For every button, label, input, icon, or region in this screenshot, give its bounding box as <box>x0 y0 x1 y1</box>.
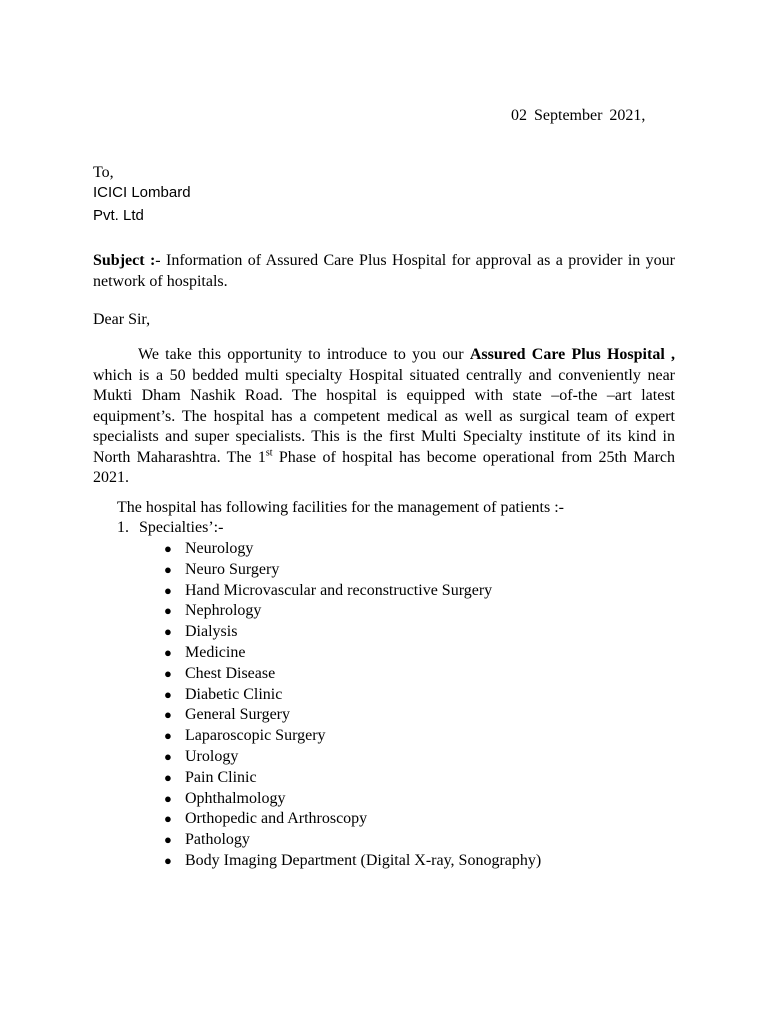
intro-text-2: which is a 50 bedded multi specialty Hospital situated centrally and conveniently near Mukti Dham Nashik Road. The hospital is equipped with state –of-the –art latest equipment’s. The hospital has a competent medical as well as surgical team of expert specialists and super specialists. This is the first Multi Specialty institute of its kind in North Maharashtra. The 1 <box>93 366 675 466</box>
list-item <box>0 747 541 768</box>
list-item <box>0 809 541 830</box>
specialty-name: Neurology <box>185 540 254 557</box>
specialty-name: Diabetic Clinic <box>185 685 283 703</box>
list-item <box>0 539 541 560</box>
specialty-name: Urology <box>185 747 239 765</box>
list-number: 1. <box>117 519 129 536</box>
recipient-company-type: Pvt. Ltd <box>93 207 144 224</box>
specialty-name: General Surgery <box>185 706 290 724</box>
list-item <box>0 581 541 602</box>
facilities-intro: The hospital has following facilities for the management of patients :- <box>117 499 564 516</box>
specialty-name: Nephrology <box>185 602 262 620</box>
list-item <box>0 643 541 664</box>
bullet-icon: ● <box>164 603 172 619</box>
subject-label: Subject : <box>93 252 156 269</box>
salutation: Dear Sir, <box>93 311 151 328</box>
list-item <box>0 705 541 726</box>
bullet-icon: ● <box>164 707 172 723</box>
specialty-name: Laparoscopic Surgery <box>185 727 326 745</box>
bullet-icon: ● <box>164 728 172 744</box>
list-item <box>0 622 541 643</box>
bullet-icon: ● <box>164 541 172 556</box>
list-item <box>0 560 541 581</box>
list-item <box>0 601 541 622</box>
specialties-heading <box>117 519 223 537</box>
specialty-name: Ophthalmology <box>185 789 286 807</box>
ordinal-suffix: st <box>265 447 273 459</box>
specialty-name: Medicine <box>185 643 246 661</box>
to-label: To, <box>93 164 114 181</box>
intro-text-3: Phase of hospital has become operational from 25th March 2021. <box>93 448 676 486</box>
specialties-heading-label: Specialties’:- <box>139 519 224 536</box>
subject-line <box>93 251 675 292</box>
bullet-icon: ● <box>164 769 172 785</box>
specialties-list <box>0 539 541 872</box>
list-item <box>0 685 541 706</box>
specialty-name: Body Imaging Department (Digital X-ray, Sonography) <box>185 851 542 869</box>
specialty-name: Pathology <box>185 831 250 849</box>
bullet-icon: ● <box>164 852 172 868</box>
list-item <box>0 726 541 747</box>
specialty-name: Pain Clinic <box>185 768 257 786</box>
specialty-name: Dialysis <box>185 623 238 641</box>
specialty-name: Hand Microvascular and reconstructive Surgery <box>185 581 493 599</box>
specialty-name: Neuro Surgery <box>185 560 280 578</box>
subject-text: - Information of Assured Care Plus Hospital for approval as a provider in your network of hospitals. <box>93 252 675 290</box>
list-item <box>0 789 541 810</box>
bullet-icon: ● <box>164 832 172 848</box>
bullet-icon: ● <box>164 790 172 806</box>
bullet-icon: ● <box>164 811 172 827</box>
bullet-icon: ● <box>164 748 172 764</box>
list-item <box>0 768 541 789</box>
bullet-icon: ● <box>164 644 172 660</box>
letter-date: 02 September 2021, <box>511 107 646 124</box>
bullet-icon: ● <box>164 624 172 640</box>
list-item <box>0 851 541 872</box>
specialty-name: Chest Disease <box>185 664 276 682</box>
recipient-name: ICICI Lombard <box>93 184 191 201</box>
bullet-icon: ● <box>164 665 172 681</box>
intro-text-1: We take this opportunity to introduce to you our <box>138 346 470 363</box>
bullet-icon: ● <box>164 561 172 577</box>
specialty-name: Orthopedic and Arthroscopy <box>185 810 368 828</box>
hospital-name: Assured Care Plus Hospital , <box>469 346 675 363</box>
bullet-icon: ● <box>164 686 172 702</box>
intro-paragraph <box>93 345 675 489</box>
bullet-icon: ● <box>164 582 172 598</box>
list-item <box>0 830 541 851</box>
list-item <box>0 664 541 685</box>
